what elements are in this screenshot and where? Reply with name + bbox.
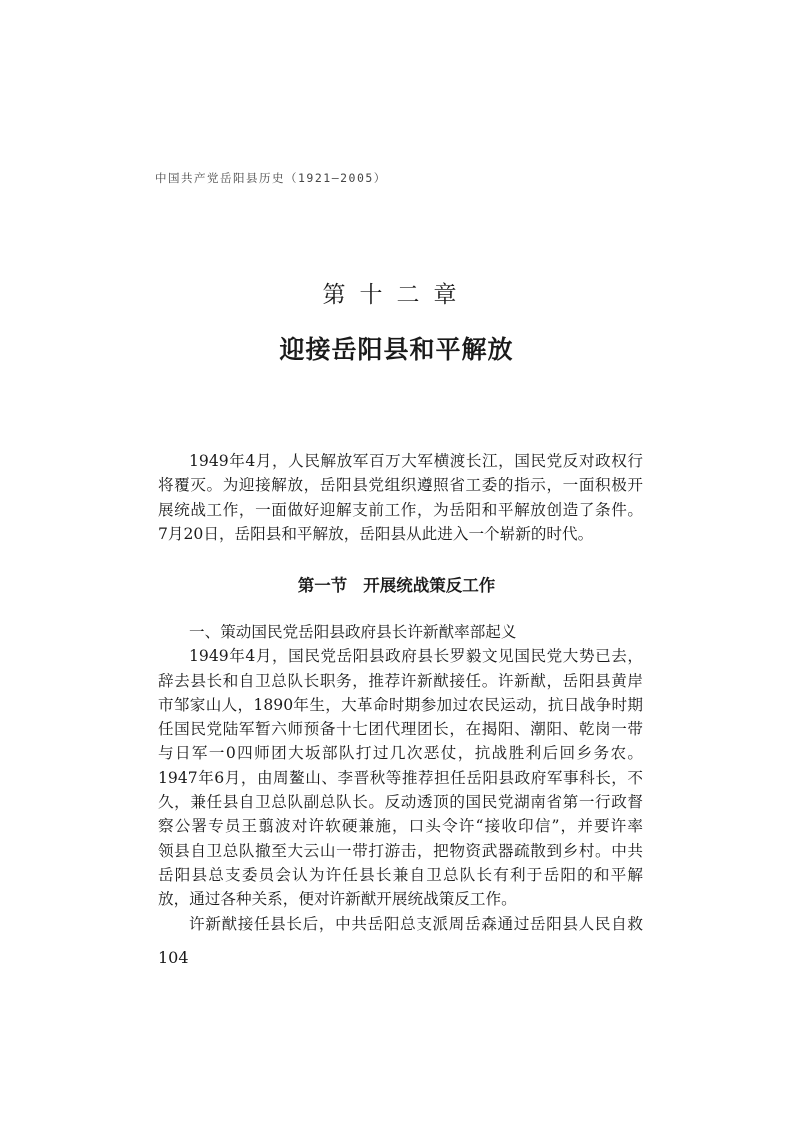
section-number: 第一节 <box>297 576 348 595</box>
text-line: 辞去县长和自卫总队长职务，推荐许新猷接任。许新猷，岳阳县黄岸 <box>158 671 643 690</box>
intro-paragraph <box>158 449 643 546</box>
section-heading <box>0 572 793 596</box>
section-title: 开展统战策反工作 <box>363 576 496 595</box>
text-line: 展统战工作，一面做好迎解支前工作，为岳阳和平解放创造了条件。 <box>158 500 643 519</box>
page-number: 104 <box>158 948 189 967</box>
chapter-title: 迎接岳阳县和平解放 <box>279 335 514 364</box>
text-line: 任国民党陆军暂六师预备十七团代理团长，在揭阳、潮阳、乾岗一带 <box>158 720 643 739</box>
text-line: 7月20日，岳阳县和平解放，岳阳县从此进入一个崭新的时代。 <box>158 524 594 543</box>
text-line: 将覆灭。为迎接解放，岳阳县党组织遵照省工委的指示，一面积极开 <box>158 476 643 495</box>
text-line: 久，兼任县自卫总队副总队长。反动透顶的国民党湖南省第一行政督 <box>158 793 643 812</box>
text-line: 与日军一0四师团大坂部队打过几次恶仗，抗战胜利后回乡务农。 <box>158 744 643 763</box>
text-line: 许新猷接任县长后，中共岳阳总支派周岳森通过岳阳县人民自救 <box>189 914 643 933</box>
text-line: 察公署专员王翦波对许软硬兼施，口头令许“接收印信”，并要许率 <box>158 817 643 836</box>
section-body <box>158 620 643 936</box>
text-line: 1949年4月，人民解放军百万大军横渡长江，国民党反对政权行 <box>189 452 643 470</box>
chapter-number: 第十二章 <box>322 282 471 308</box>
subheading: 一、策动国民党岳阳县政府县长许新猷率部起义 <box>189 623 517 641</box>
text-line: 领县自卫总队撤至大云山一带打游击，把物资武器疏散到乡村。中共 <box>158 841 643 860</box>
running-head: 中国共产党岳阳县历史（1921—2005） <box>155 171 387 185</box>
text-line: 1947年6月，由周鳌山、李晋秋等推荐担任岳阳县政府军事科长，不 <box>158 768 643 787</box>
text-line: 1949年4月，国民党岳阳县政府县长罗毅文见国民党大势已去， <box>189 647 643 666</box>
text-line: 市邹家山人，1890年生，大革命时期参加过农民运动，抗日战争时期 <box>158 695 643 714</box>
text-line: 岳阳县总支委员会认为许任县长兼自卫总队长有利于岳阳的和平解 <box>158 865 643 884</box>
text-line: 放，通过各种关系，便对许新猷开展统战策反工作。 <box>158 890 517 909</box>
